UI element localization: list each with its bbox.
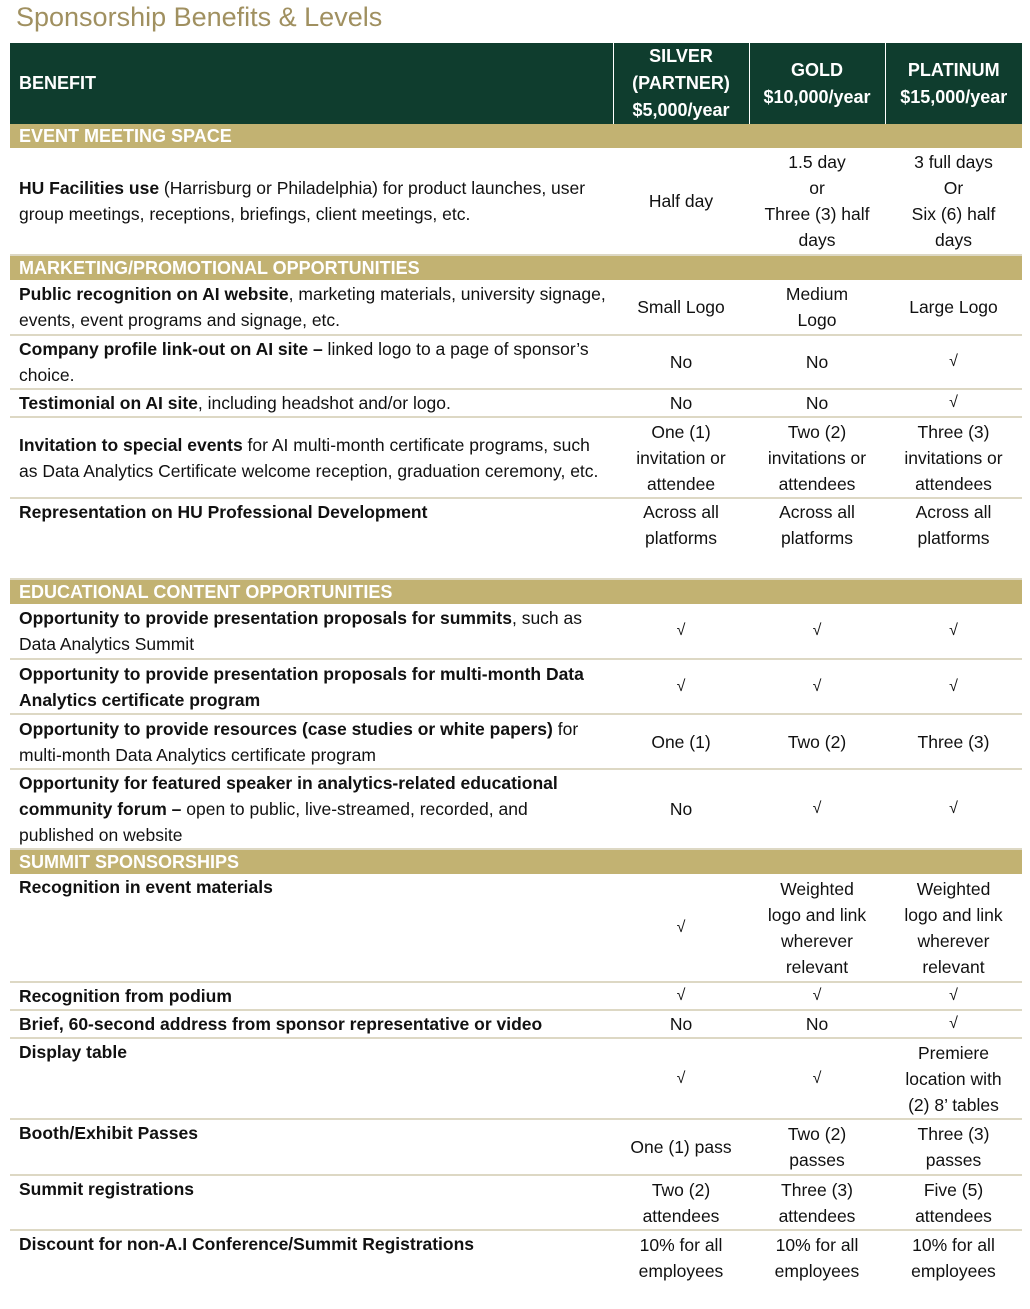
- value-line: relevant: [922, 956, 985, 977]
- value-line: One (1): [651, 421, 711, 442]
- value-line: No: [669, 393, 693, 413]
- benefit-detail: , such as Data Analytics Summit: [19, 608, 583, 654]
- platinum-value: [885, 982, 1022, 1010]
- value-line: One (1): [651, 731, 711, 752]
- benefit-cell: [10, 389, 613, 417]
- gold-name: GOLD: [791, 59, 843, 80]
- table-row: [10, 982, 1022, 1010]
- silver-value: [613, 335, 749, 389]
- platinum-value: [885, 769, 1022, 849]
- silver-name: SILVER: [649, 46, 713, 66]
- value-line: Or: [943, 178, 964, 198]
- table-row: [10, 604, 1022, 659]
- benefit-cell: [10, 769, 613, 849]
- gold-value: [749, 1175, 885, 1230]
- benefit-name: Opportunity to provide presentation proposals for multi-month Data Analytics certificate program: [19, 663, 584, 710]
- benefit-name: Display table: [19, 1042, 127, 1062]
- value-line: Across all: [779, 502, 855, 522]
- value-line: passes: [789, 1150, 845, 1170]
- section-header: [10, 255, 1022, 280]
- silver-value: [613, 1010, 749, 1038]
- benefit-cell: [10, 604, 613, 659]
- value-line: invitations or: [767, 447, 867, 468]
- table-row: [10, 659, 1022, 714]
- value-line: wherever: [917, 930, 990, 951]
- benefit-name: Opportunity to provide presentation proposals for summits: [19, 608, 512, 628]
- value-line: platforms: [917, 528, 990, 548]
- benefit-name: Representation on HU Professional Development: [19, 502, 428, 522]
- value-line: √: [676, 987, 686, 1004]
- platinum-value: [885, 604, 1022, 659]
- platinum-value: [885, 1175, 1022, 1230]
- value-line: Three (3): [917, 421, 990, 442]
- platinum-value: [885, 1010, 1022, 1038]
- benefit-name: Recognition from podium: [19, 986, 232, 1006]
- silver-value: [613, 280, 749, 335]
- gold-value: [749, 148, 885, 255]
- benefit-detail: for multi-month Data Analytics certificate program: [19, 718, 579, 765]
- silver-value: [613, 604, 749, 659]
- table-row: [10, 1010, 1022, 1038]
- value-line: employees: [911, 1261, 996, 1281]
- silver-value: [613, 874, 749, 982]
- value-line: √: [812, 987, 822, 1004]
- silver-value: [613, 389, 749, 417]
- value-line: 3 full days: [914, 152, 993, 172]
- value-line: One (1) pass: [630, 1137, 732, 1157]
- benefit-name: Company profile link-out on AI site –: [19, 339, 323, 359]
- table-row: [10, 417, 1022, 498]
- section-title: EVENT MEETING SPACE: [10, 124, 1022, 148]
- benefit-name: Opportunity for featured speaker in analytics-related educational community forum –: [19, 773, 558, 819]
- platinum-value: [885, 1038, 1022, 1119]
- value-line: days: [935, 230, 972, 250]
- value-line: attendees: [778, 1205, 856, 1226]
- value-line: attendees: [915, 473, 992, 494]
- silver-value: [613, 659, 749, 714]
- benefit-cell: [10, 498, 613, 579]
- benefit-detail: , marketing materials, university signage, events, event programs and signage, etc.: [19, 284, 606, 330]
- value-line: √: [949, 800, 958, 817]
- value-line: √: [676, 1069, 686, 1087]
- value-line: invitation or: [636, 447, 726, 468]
- platinum-value: [885, 280, 1022, 335]
- gold-value: [749, 659, 885, 714]
- benefit-cell: [10, 280, 613, 335]
- value-line: Three (3) half: [764, 204, 870, 224]
- silver-value: [613, 498, 749, 579]
- value-line: No: [805, 393, 829, 413]
- table-row: [10, 1119, 1022, 1175]
- value-line: Two (2): [787, 1124, 847, 1144]
- table-row: [10, 280, 1022, 335]
- value-line: platforms: [781, 528, 853, 548]
- gold-value: [749, 982, 885, 1010]
- value-line: Three (3): [917, 731, 990, 752]
- gold-value: [749, 1038, 885, 1119]
- benefit-cell: [10, 1038, 613, 1119]
- value-line: wherever: [781, 930, 853, 951]
- value-line: 10% for all: [775, 1235, 859, 1255]
- value-line: Two (2): [787, 731, 847, 752]
- gold-price: $10,000/year: [763, 86, 871, 107]
- table-row: [10, 148, 1022, 255]
- table-row: [10, 874, 1022, 982]
- benefit-cell: [10, 1010, 613, 1038]
- benefit-name: Discount for non-A.I Conference/Summit Registrations: [19, 1234, 475, 1254]
- benefit-header: BENEFIT: [10, 43, 613, 124]
- value-line: passes: [925, 1150, 982, 1170]
- platinum-value: [885, 417, 1022, 498]
- silver-value: [613, 1038, 749, 1119]
- platinum-value: [885, 874, 1022, 982]
- value-line: 1.5 day: [788, 152, 846, 172]
- silver-value: [613, 1175, 749, 1230]
- benefit-cell: [10, 148, 613, 255]
- benefit-cell: [10, 714, 613, 769]
- value-line: attendees: [915, 1205, 992, 1226]
- table-row: [10, 1230, 1022, 1285]
- silver-value: [613, 982, 749, 1010]
- silver-value: [613, 148, 749, 255]
- value-line: √: [949, 987, 958, 1004]
- section-title: EDUCATIONAL CONTENT OPPORTUNITIES: [10, 579, 1022, 604]
- table-row: [10, 769, 1022, 849]
- gold-value: [749, 280, 885, 335]
- gold-value: [749, 417, 885, 498]
- benefit-cell: [10, 1119, 613, 1175]
- benefit-name: Booth/Exhibit Passes: [19, 1123, 198, 1143]
- value-line: No: [805, 352, 829, 372]
- gold-value: [749, 769, 885, 849]
- value-line: √: [812, 677, 822, 695]
- benefit-name: Summit registrations: [19, 1179, 195, 1199]
- value-line: platforms: [645, 528, 717, 548]
- benefit-cell: [10, 1175, 613, 1230]
- value-line: Across all: [915, 502, 992, 522]
- page-title: Sponsorship Benefits & Levels: [16, 2, 383, 32]
- benefit-detail: linked logo to a page of sponsor’s choice.: [19, 339, 589, 385]
- value-line: Five (5): [923, 1179, 984, 1200]
- value-line: √: [949, 1015, 958, 1032]
- table-row: [10, 498, 1022, 579]
- value-line: Weighted: [916, 878, 991, 899]
- table-row: [10, 714, 1022, 769]
- silver-value: [613, 769, 749, 849]
- benefit-detail: , including headshot and/or logo.: [197, 393, 451, 413]
- value-line: (2) 8’ tables: [908, 1094, 999, 1115]
- platinum-value: [885, 1230, 1022, 1285]
- benefit-name: Recognition in event materials: [19, 877, 273, 897]
- value-line: Two (2): [787, 421, 847, 442]
- silver-header: [613, 43, 749, 124]
- benefit-cell: [10, 874, 613, 982]
- value-line: location with: [905, 1068, 1002, 1089]
- platinum-value: [885, 335, 1022, 389]
- platinum-value: [885, 498, 1022, 579]
- value-line: No: [669, 352, 693, 372]
- value-line: Across all: [643, 502, 719, 522]
- value-line: 10% for all: [912, 1235, 995, 1255]
- gold-value: [749, 714, 885, 769]
- benefit-name: Testimonial on AI site: [19, 393, 198, 413]
- table-body: [10, 124, 1022, 1285]
- gold-value: [749, 1119, 885, 1175]
- section-title: SUMMIT SPONSORSHIPS: [10, 849, 1022, 874]
- value-line: Two (2): [651, 1179, 711, 1200]
- platinum-header: [885, 43, 1022, 124]
- benefit-cell: [10, 659, 613, 714]
- value-line: logo and link: [904, 904, 1003, 925]
- value-line: No: [669, 1014, 693, 1034]
- gold-value: [749, 1230, 885, 1285]
- benefit-detail: for AI multi-month certificate programs, such as Data Analytics Certificate welcome reception, graduation ceremony, etc.: [19, 434, 599, 481]
- value-line: √: [949, 394, 958, 411]
- gold-value: [749, 335, 885, 389]
- value-line: employees: [638, 1261, 724, 1281]
- platinum-value: [885, 148, 1022, 255]
- gold-value: [749, 389, 885, 417]
- platinum-name: PLATINUM: [907, 59, 1000, 80]
- table-row: [10, 1175, 1022, 1230]
- value-line: √: [812, 622, 822, 639]
- section-header: [10, 849, 1022, 874]
- gold-value: [749, 1010, 885, 1038]
- section-header: [10, 124, 1022, 148]
- silver-value: [613, 1230, 749, 1285]
- value-line: √: [676, 677, 686, 695]
- value-line: Logo: [797, 310, 837, 330]
- silver-subname: (PARTNER): [632, 73, 730, 93]
- gold-value: [749, 604, 885, 659]
- value-line: attendees: [642, 1205, 720, 1226]
- benefit-detail: open to public, live-streamed, recorded, and published on website: [19, 799, 528, 845]
- value-line: days: [798, 230, 836, 250]
- silver-value: [613, 1119, 749, 1175]
- value-line: 10% for all: [639, 1235, 723, 1255]
- silver-price: $5,000/year: [632, 100, 730, 120]
- benefit-name: Brief, 60-second address from sponsor representative or video: [19, 1014, 543, 1034]
- section-header: [10, 579, 1022, 604]
- platinum-value: [885, 1119, 1022, 1175]
- benefit-name: Opportunity to provide resources (case studies or white papers): [19, 718, 553, 739]
- value-line: relevant: [785, 956, 849, 977]
- value-line: Premiere: [918, 1042, 989, 1063]
- value-line: √: [676, 622, 686, 639]
- value-line: √: [949, 677, 958, 695]
- value-line: √: [676, 918, 686, 936]
- value-line: attendees: [778, 473, 856, 494]
- benefit-cell: [10, 1230, 613, 1285]
- value-line: employees: [774, 1261, 860, 1281]
- benefit-name: HU Facilities use: [19, 178, 160, 198]
- benefit-cell: [10, 417, 613, 498]
- value-line: Medium: [785, 284, 849, 304]
- section-title: MARKETING/PROMOTIONAL OPPORTUNITIES: [10, 255, 1022, 280]
- benefit-cell: [10, 982, 613, 1010]
- benefit-name: Invitation to special events: [19, 434, 243, 455]
- value-line: Six (6) half: [911, 204, 996, 224]
- value-line: attendee: [646, 473, 716, 494]
- value-line: Three (3): [781, 1179, 853, 1200]
- table-row: [10, 1038, 1022, 1119]
- platinum-value: [885, 389, 1022, 417]
- value-line: √: [812, 800, 822, 817]
- platinum-price: $15,000/year: [900, 86, 1008, 107]
- value-line: logo and link: [767, 904, 867, 925]
- sponsorship-table: [10, 43, 1022, 1285]
- value-line: Small Logo: [637, 297, 725, 317]
- table-row: [10, 389, 1022, 417]
- value-line: Weighted: [780, 878, 854, 899]
- value-line: Large Logo: [909, 297, 998, 317]
- value-line: No: [669, 799, 693, 819]
- value-line: No: [805, 1014, 829, 1034]
- benefit-name: Public recognition on AI website: [19, 284, 289, 304]
- value-line: √: [949, 622, 958, 639]
- table-row: [10, 335, 1022, 389]
- silver-value: [613, 417, 749, 498]
- benefit-cell: [10, 335, 613, 389]
- value-line: √: [812, 1069, 822, 1087]
- value-line: Half day: [648, 191, 714, 211]
- benefit-detail: (Harrisburg or Philadelphia) for product launches, user group meetings, receptions, briefings, client meetings, etc.: [19, 178, 586, 224]
- platinum-value: [885, 659, 1022, 714]
- value-line: invitations or: [904, 447, 1003, 468]
- value-line: or: [809, 178, 825, 198]
- header-row: [10, 43, 1022, 124]
- gold-value: [749, 874, 885, 982]
- gold-header: [749, 43, 885, 124]
- gold-value: [749, 498, 885, 579]
- platinum-value: [885, 714, 1022, 769]
- value-line: √: [949, 353, 958, 370]
- value-line: Three (3): [917, 1124, 990, 1144]
- silver-value: [613, 714, 749, 769]
